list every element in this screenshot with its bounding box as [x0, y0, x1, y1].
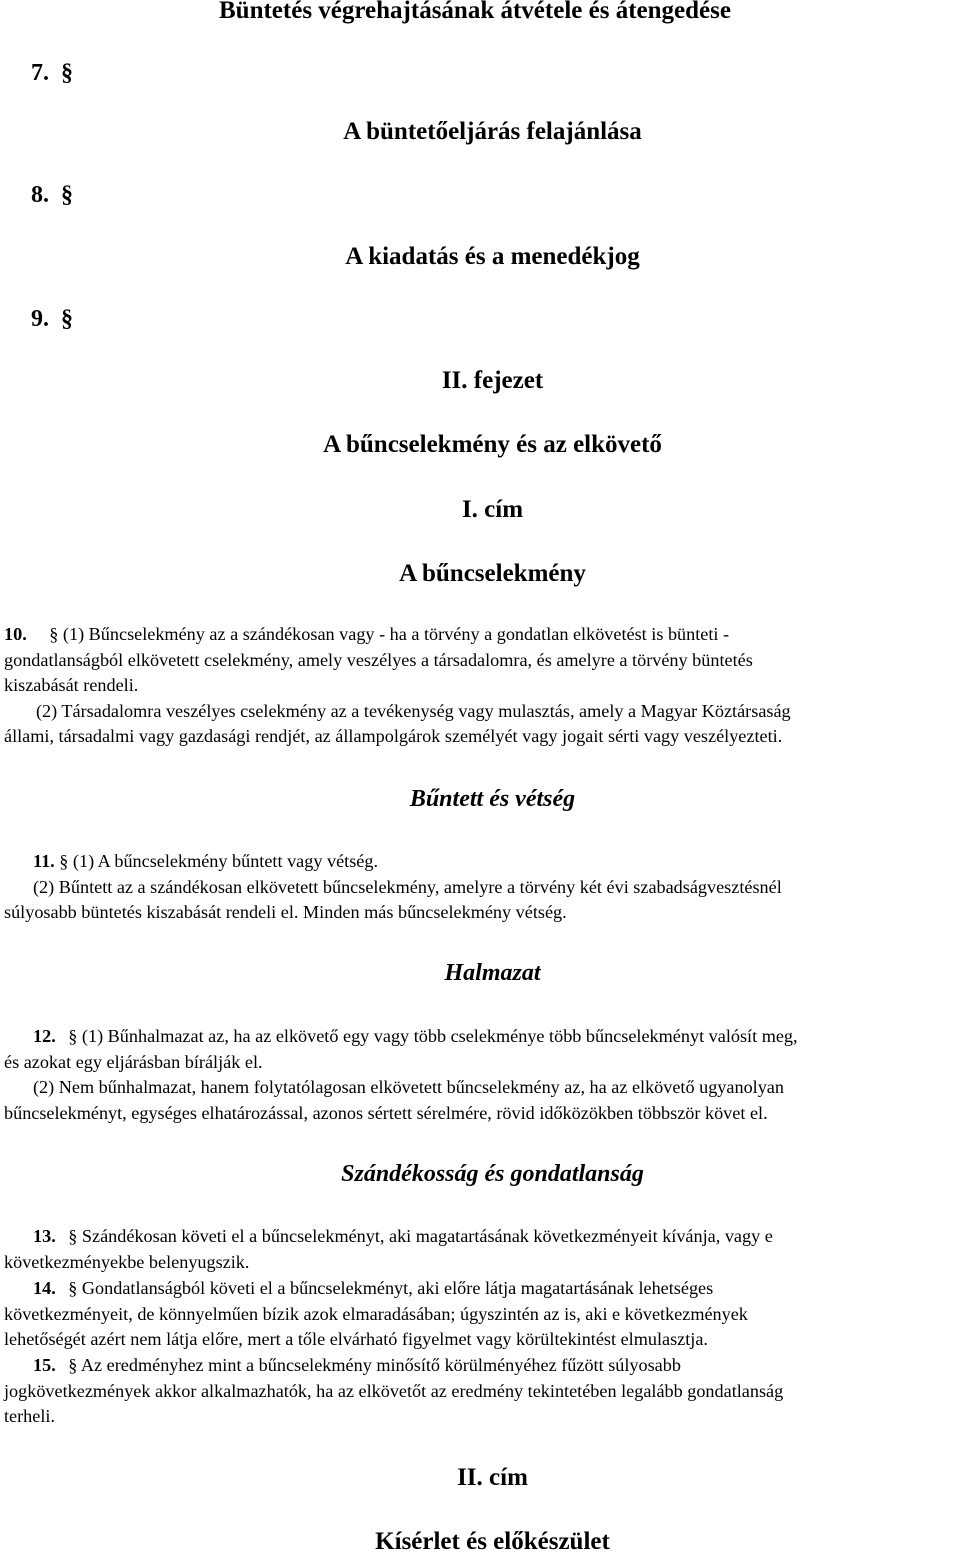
section-symbol: § — [49, 624, 59, 644]
paragraph-number: 14. — [33, 1278, 56, 1298]
paragraph-11 — [4, 849, 960, 926]
paragraph-line: (2) Nem bűnhalmazat, hanem folytatólagosan elkövetett bűncselekmény az, ha az elkövető ugyanolyan — [33, 1077, 784, 1097]
paragraph-line: kiszabását rendeli. — [4, 675, 139, 695]
section-number: 7. — [31, 60, 49, 86]
paragraph-line: gondatlanságból elkövetett cselekmény, amely veszélyes a társadalomra, és amelyre a törvény büntetés — [4, 649, 753, 670]
paragraph-line: jogkövetkezmények akkor alkalmazhatók, ha az elkövetőt az eredmény tekintetében legalább gondatlanság — [4, 1380, 784, 1401]
heading-buntett-es-vetseg: Bűntett és vétség — [409, 786, 576, 812]
paragraph-number: 15. — [33, 1355, 56, 1375]
paragraph-line: (2) Társadalomra veszélyes cselekmény az a tevékenység vagy mulasztás, amely a Magyar Köztársaság — [36, 700, 791, 721]
section-symbol: § — [61, 182, 73, 208]
section-symbol: § — [68, 1226, 78, 1246]
heading-halmazat: Halmazat — [444, 960, 541, 986]
paragraph-text: Gondatlanságból követi el a bűncselekményt, aki előre látja magatartásának lehetséges — [81, 1278, 714, 1298]
paragraph-text: (1) Bűnhalmazat az, ha az elkövető egy vagy több cselekménye több bűncselekményt valósít meg, — [81, 1026, 798, 1046]
paragraph-text: Szándékosan követi el a bűncselekményt, aki magatartásának következményeit kívánja, vagy e — [81, 1226, 773, 1246]
paragraph-text: Az eredményhez mint a bűncselekmény minősítő körülményéhez fűzött súlyosabb — [80, 1355, 681, 1375]
paragraph-12 — [4, 1024, 960, 1126]
heading-szandekossag: Szándékosság és gondatlanság — [341, 1161, 644, 1187]
section-number: 9. — [31, 306, 49, 332]
section-7-number — [31, 60, 73, 87]
section-symbol: § — [61, 60, 73, 86]
paragraph-text: (1) Bűncselekmény az a szándékosan vagy - ha a törvény a gondatlan elkövetést is bünteti - — [62, 624, 730, 644]
paragraph-line — [4, 1024, 960, 1050]
title2-title: Kísérlet és előkészület — [375, 1528, 610, 1555]
section-symbol: § — [68, 1026, 78, 1046]
paragraph-10 — [4, 622, 960, 750]
paragraph-13 — [4, 1224, 960, 1275]
paragraph-line: állami, társadalmi vagy gazdasági rendjét, az állampolgárok személyét vagy jogait sérti vagy veszélyezteti. — [4, 726, 783, 746]
section-symbol: § — [68, 1278, 78, 1298]
section-8-number — [31, 182, 73, 209]
chapter-title: A bűncselekmény és az elkövető — [323, 431, 662, 458]
paragraph-line: bűncselekményt, egységes elhatározással, azonos sértett sérelmére, rövid időközökben többször követ el. — [4, 1102, 768, 1123]
paragraph-number: 11. — [33, 851, 55, 871]
paragraph-15 — [4, 1353, 960, 1430]
heading-kiadatas: A kiadatás és a menedékjog — [345, 243, 640, 270]
paragraph-line — [4, 1276, 960, 1302]
section-9-number — [31, 306, 73, 333]
paragraph-line — [4, 849, 960, 875]
paragraph-line: súlyosabb büntetés kiszabását rendeli el. Minden más bűncselekmény vétség. — [4, 902, 567, 922]
paragraph-number: 10. — [4, 624, 27, 644]
paragraph-text: (1) A bűncselekmény bűntett vagy vétség. — [72, 851, 378, 871]
paragraph-line — [4, 622, 960, 648]
paragraph-number: 13. — [33, 1226, 56, 1246]
section-number: 8. — [31, 182, 49, 208]
paragraph-14 — [4, 1276, 960, 1353]
heading-buntetoeljaras: A büntetőeljárás felajánlása — [343, 118, 642, 145]
paragraph-line — [4, 1224, 960, 1250]
paragraph-line: (2) Bűntett az a szándékosan elkövetett bűncselekmény, amelyre a törvény két évi szabadságvesztésnél — [33, 876, 782, 897]
paragraph-line — [4, 1353, 960, 1379]
paragraph-line: lehetőségét azért nem látja előre, mert a tőle elvárható figyelmet vagy körültekintést elmulasztja. — [4, 1329, 708, 1349]
section-symbol: § — [59, 851, 69, 871]
title2-label: II. cím — [457, 1464, 528, 1491]
title1-title: A bűncselekmény — [399, 560, 586, 587]
paragraph-line: következményekbe belenyugszik. — [4, 1251, 250, 1272]
paragraph-line: következményeit, de könnyelműen bízik azok elmaradásában; úgyszintén az is, aki e következmények — [4, 1303, 748, 1324]
paragraph-line: terheli. — [4, 1406, 56, 1426]
section-symbol: § — [61, 306, 73, 332]
section-symbol: § — [68, 1355, 78, 1375]
paragraph-line: és azokat egy eljárásban bírálják el. — [4, 1051, 263, 1072]
heading-buntetes-vegrehajtas: Büntetés végrehajtásának átvétele és átengedése — [219, 0, 731, 24]
chapter-label: II. fejezet — [441, 367, 544, 394]
paragraph-number: 12. — [33, 1026, 56, 1046]
title1-label: I. cím — [461, 496, 524, 523]
